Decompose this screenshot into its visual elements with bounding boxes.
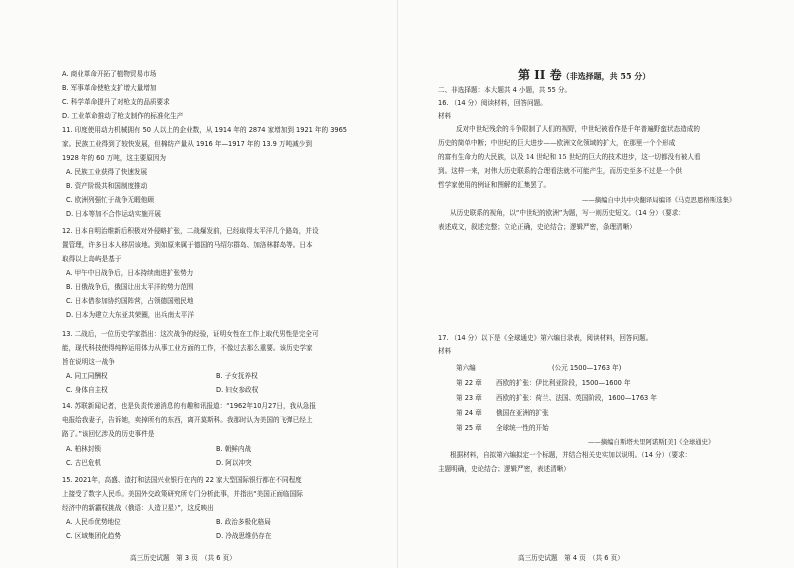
- page-footer: 高三历史试题 第 4 页 （共 6 页）: [518, 554, 624, 562]
- q10-option-a: A. 商业革命开拓了植物贸易市场: [62, 70, 157, 78]
- page-footer: 高三历史试题 第 3 页 （共 6 页）: [130, 554, 236, 562]
- q11-option-c: C. 欧洲列强忙于战争无暇他顾: [66, 196, 154, 204]
- q15-stem: 15. 2021年，高盛、渣打和法国兴业银行在内的 22 家大型国际银行都在不同程度: [62, 476, 302, 484]
- q17-task: 根据材料，自拟第六编拟定一个标题，并结合相关史实加以说明。（14 分）（要求：: [450, 451, 692, 459]
- toc-chapter-number: 第 23 章: [456, 394, 482, 402]
- q11-stem: 家。民族工业得到了较快发展，但棉纺产量从 1916 年—1917 年的 13.9 万吨减少到: [62, 140, 312, 148]
- q10-option-b: B. 军事革命使枪支扩增大量增加: [62, 84, 157, 92]
- q13-stem: 旨在说明这一战争: [62, 358, 115, 366]
- toc-chapter-title: 西欧的扩张：伊比利亚阶段，1500—1600 年: [496, 379, 631, 387]
- q15-option-c: C. 区域集团化趋势: [66, 532, 121, 540]
- toc-heading: [456, 362, 621, 372]
- toc-chapter-number: 第 25 章: [456, 424, 482, 432]
- q13-stem: 13. 二战后，一位历史学家指出：这次战争的经验，证明女性在工作上取代男性是完全可: [62, 330, 319, 338]
- q16-material-line: 反对中世纪残余的斗争限制了人们的视野，中世纪被看作是千年普遍野蛮状态造成的: [456, 125, 700, 133]
- q16-source: ——摘编自中共中央翻译局编译《马克思恩格斯选集》: [582, 196, 736, 204]
- q12-stem: 12. 日本自明治维新后积极对外侵略扩张，二战爆发前，已经取得太平洋几个路岛，并设: [62, 227, 319, 235]
- q13-stem: 能，现代科技使得纯粹运用体力从事工业方面的工作，不像过去那么重要。该历史学家: [62, 344, 313, 352]
- q15-stem: 经济中的新霸权挑战（俄语：人造卫星）”，这反映出: [62, 504, 214, 512]
- q17-material-label: 材料: [438, 347, 452, 355]
- q14-stem: 14. 苏联新闻记者，也是负责传递消息的有趣和讯报道：“1962年10月27日，我从急报: [62, 402, 316, 410]
- q13-option-c: C. 身体自主权: [66, 386, 108, 394]
- q12-stem: 取得以上岛屿是基于: [62, 255, 122, 263]
- toc-heading-label: 第六编: [456, 364, 476, 372]
- q11-stem: 1928 年的 60 万吨，这主要原因为: [62, 154, 166, 162]
- toc-row: [456, 377, 631, 387]
- q17-task: 主题明确，史论结合；逻辑严密，表述清晰）: [438, 465, 570, 473]
- section-title-note: （非选择题，共 55 分）: [561, 71, 651, 81]
- q13-option-d: D. 妇女参政权: [216, 386, 259, 394]
- q17-heading: 17. （14 分）以下是《全球通史》第六编目录表，阅读材料，回答问题。: [438, 334, 653, 342]
- section-title-text: 第 II 卷: [518, 68, 562, 82]
- section-title: [518, 66, 650, 83]
- q16-material-line: 历史的简单中断；中世纪的巨大进步——欧洲文化领域的扩大，在那里一个个形成: [438, 139, 676, 147]
- q14-option-d: D. 阿以冲突: [216, 459, 252, 467]
- right-page: [397, 0, 794, 568]
- q13-option-a: A. 同工同酬权: [66, 372, 108, 380]
- toc-chapter-title: 俄国在亚洲的扩张: [496, 409, 549, 417]
- q10-option-c: C. 科学革命提升了对枪支的品质要求: [62, 98, 170, 106]
- toc-chapter-number: 第 22 章: [456, 379, 482, 387]
- q11-option-b: B. 资产阶级共和国制度推动: [66, 182, 148, 190]
- q10-option-d: D. 工业革命推动了枪支制作的标准化生产: [62, 112, 184, 120]
- q16-material-label: 材料: [438, 112, 452, 120]
- q16-heading: 16. （14 分）阅读材料，回答问题。: [438, 99, 547, 107]
- q16-material-line: 哲学家使用的例证和图解的汇集罢了。: [438, 181, 551, 189]
- q14-option-a: A. 柏林封锁: [66, 445, 101, 453]
- q11-stem: 11. 印度使用动力机械拥有 50 人以上的企业数，从 1914 年的 2874 家增加到 1921 年的 3965: [62, 126, 347, 134]
- q16-material-line: 到。这样一来，对伟大历史联系的合理看法就不可能产生，而历史至多不过是一个供: [438, 167, 682, 175]
- toc-chapter-number: 第 24 章: [456, 409, 482, 417]
- toc-heading-note: (公元 1500—1763 年): [552, 364, 622, 372]
- q12-option-d: D. 日本为建立大东亚共荣圈，出兵南太平洋: [66, 311, 194, 319]
- q13-option-b: B. 子女抚养权: [216, 372, 258, 380]
- q14-option-c: C. 古巴危机: [66, 459, 102, 467]
- q16-task: 从历史联系的视角，以“中世纪的欧洲”为题，写一则历史短文。（14 分）（要求：: [450, 209, 685, 217]
- q17-source: ——摘编自斯塔夫里阿诺斯[美]《全球通史》: [588, 438, 715, 446]
- q16-material-line: 的富有生命力的大民族，以及 14 世纪和 15 世纪的巨大的技术进步，这一切都没有被人看: [438, 153, 701, 161]
- q12-option-b: B. 日俄战争后，俄国让出太平洋的势力范围: [66, 283, 194, 291]
- toc-chapter-title: 西欧的扩张：荷兰、法国、英国阶段，1600—1763 年: [496, 394, 657, 402]
- q14-stem: 路了。”该回忆涉及的历史事件是: [62, 430, 155, 438]
- q15-option-a: A. 人民币优势地位: [66, 518, 121, 526]
- q12-option-a: A. 甲午中日战争后，日本持续南进扩张势力: [66, 269, 194, 277]
- section-instructions: 二、非选择题：本大题共 4 小题，共 55 分。: [438, 86, 572, 94]
- q15-stem: 上接受了数字人民币。美国外交政策研究所专门分析此事，并指出“美国正面临国际: [62, 490, 303, 498]
- toc-row: [456, 392, 657, 402]
- q14-option-b: B. 朝鲜内战: [216, 445, 252, 453]
- toc-chapter-title: 全球统一性的开始: [496, 424, 549, 432]
- q14-stem: 电报给我妻子，告诉她，卖掉所有的东西，离开莫斯科。我那时认为美国的飞弹已经上: [62, 416, 313, 424]
- q11-option-d: D. 日本等加不合作运动实施开展: [66, 210, 161, 218]
- q12-option-c: C. 日本借参加协约国阵营，占领德国殖民地: [66, 297, 194, 305]
- q15-option-b: B. 政治多极化格局: [216, 518, 271, 526]
- toc-row: [456, 422, 549, 432]
- toc-row: [456, 407, 549, 417]
- q11-option-a: A. 民族工业获得了快速发展: [66, 168, 148, 176]
- q15-option-d: D. 冷战思维仍存在: [216, 532, 272, 540]
- q12-stem: 置管理，许多日本人移居该地。到如原来属于德国的马绍尔群岛、加洛林群岛等。日本: [62, 241, 313, 249]
- q16-task: 表述成文，叙述完整；立论正确，史论结合；逻辑严密，条理清晰）: [438, 223, 636, 231]
